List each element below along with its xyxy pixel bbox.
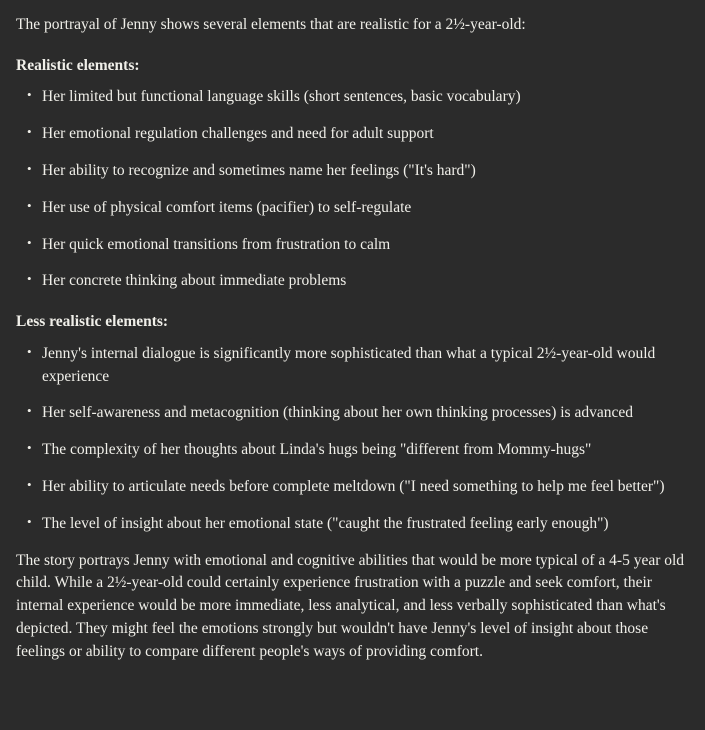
- section-heading-realistic: Realistic elements:: [16, 56, 140, 74]
- list-item: • Her use of physical comfort items (pacifier) to self-regulate: [40, 197, 689, 220]
- list-item: • The complexity of her thoughts about Linda's hugs being "different from Mommy-hugs": [40, 439, 689, 462]
- list-item: • Her quick emotional transitions from frustration to calm: [40, 234, 689, 257]
- less-realistic-elements-list: [16, 343, 689, 536]
- list-item: • Her limited but functional language skills (short sentences, basic vocabulary): [40, 86, 689, 109]
- list-item: • Her emotional regulation challenges and need for adult support: [40, 123, 689, 146]
- conclusion-paragraph: The story portrays Jenny with emotional and cognitive abilities that would be more typical of a 4-5 year old child. While a 2½-year-old could certainly experience frustration with a puzzle and seek comfort, their internal experience would be more immediate, less analytical, and less verbally sophisticated than what's depicted. They might feel the emotions strongly but wouldn't have Jenny's level of insight about those feelings or ability to compare different people's ways of providing comfort.: [16, 551, 685, 660]
- realistic-elements-list: [16, 86, 689, 293]
- list-item: • The level of insight about her emotional state ("caught the frustrated feeling early enough"): [40, 513, 689, 536]
- list-item: • Jenny's internal dialogue is significantly more sophisticated than what a typical 2½-year-old would experience: [40, 343, 689, 389]
- list-item: • Her self-awareness and metacognition (thinking about her own thinking processes) is advanced: [40, 402, 689, 425]
- intro-paragraph: The portrayal of Jenny shows several elements that are realistic for a 2½-year-old:: [16, 16, 526, 33]
- list-item: • Her ability to recognize and sometimes name her feelings ("It's hard"): [40, 160, 689, 183]
- list-item: • Her concrete thinking about immediate problems: [40, 270, 689, 293]
- section-heading-less-realistic: Less realistic elements:: [16, 313, 169, 331]
- list-item: • Her ability to articulate needs before complete meltdown ("I need something to help me feel better"): [40, 476, 689, 499]
